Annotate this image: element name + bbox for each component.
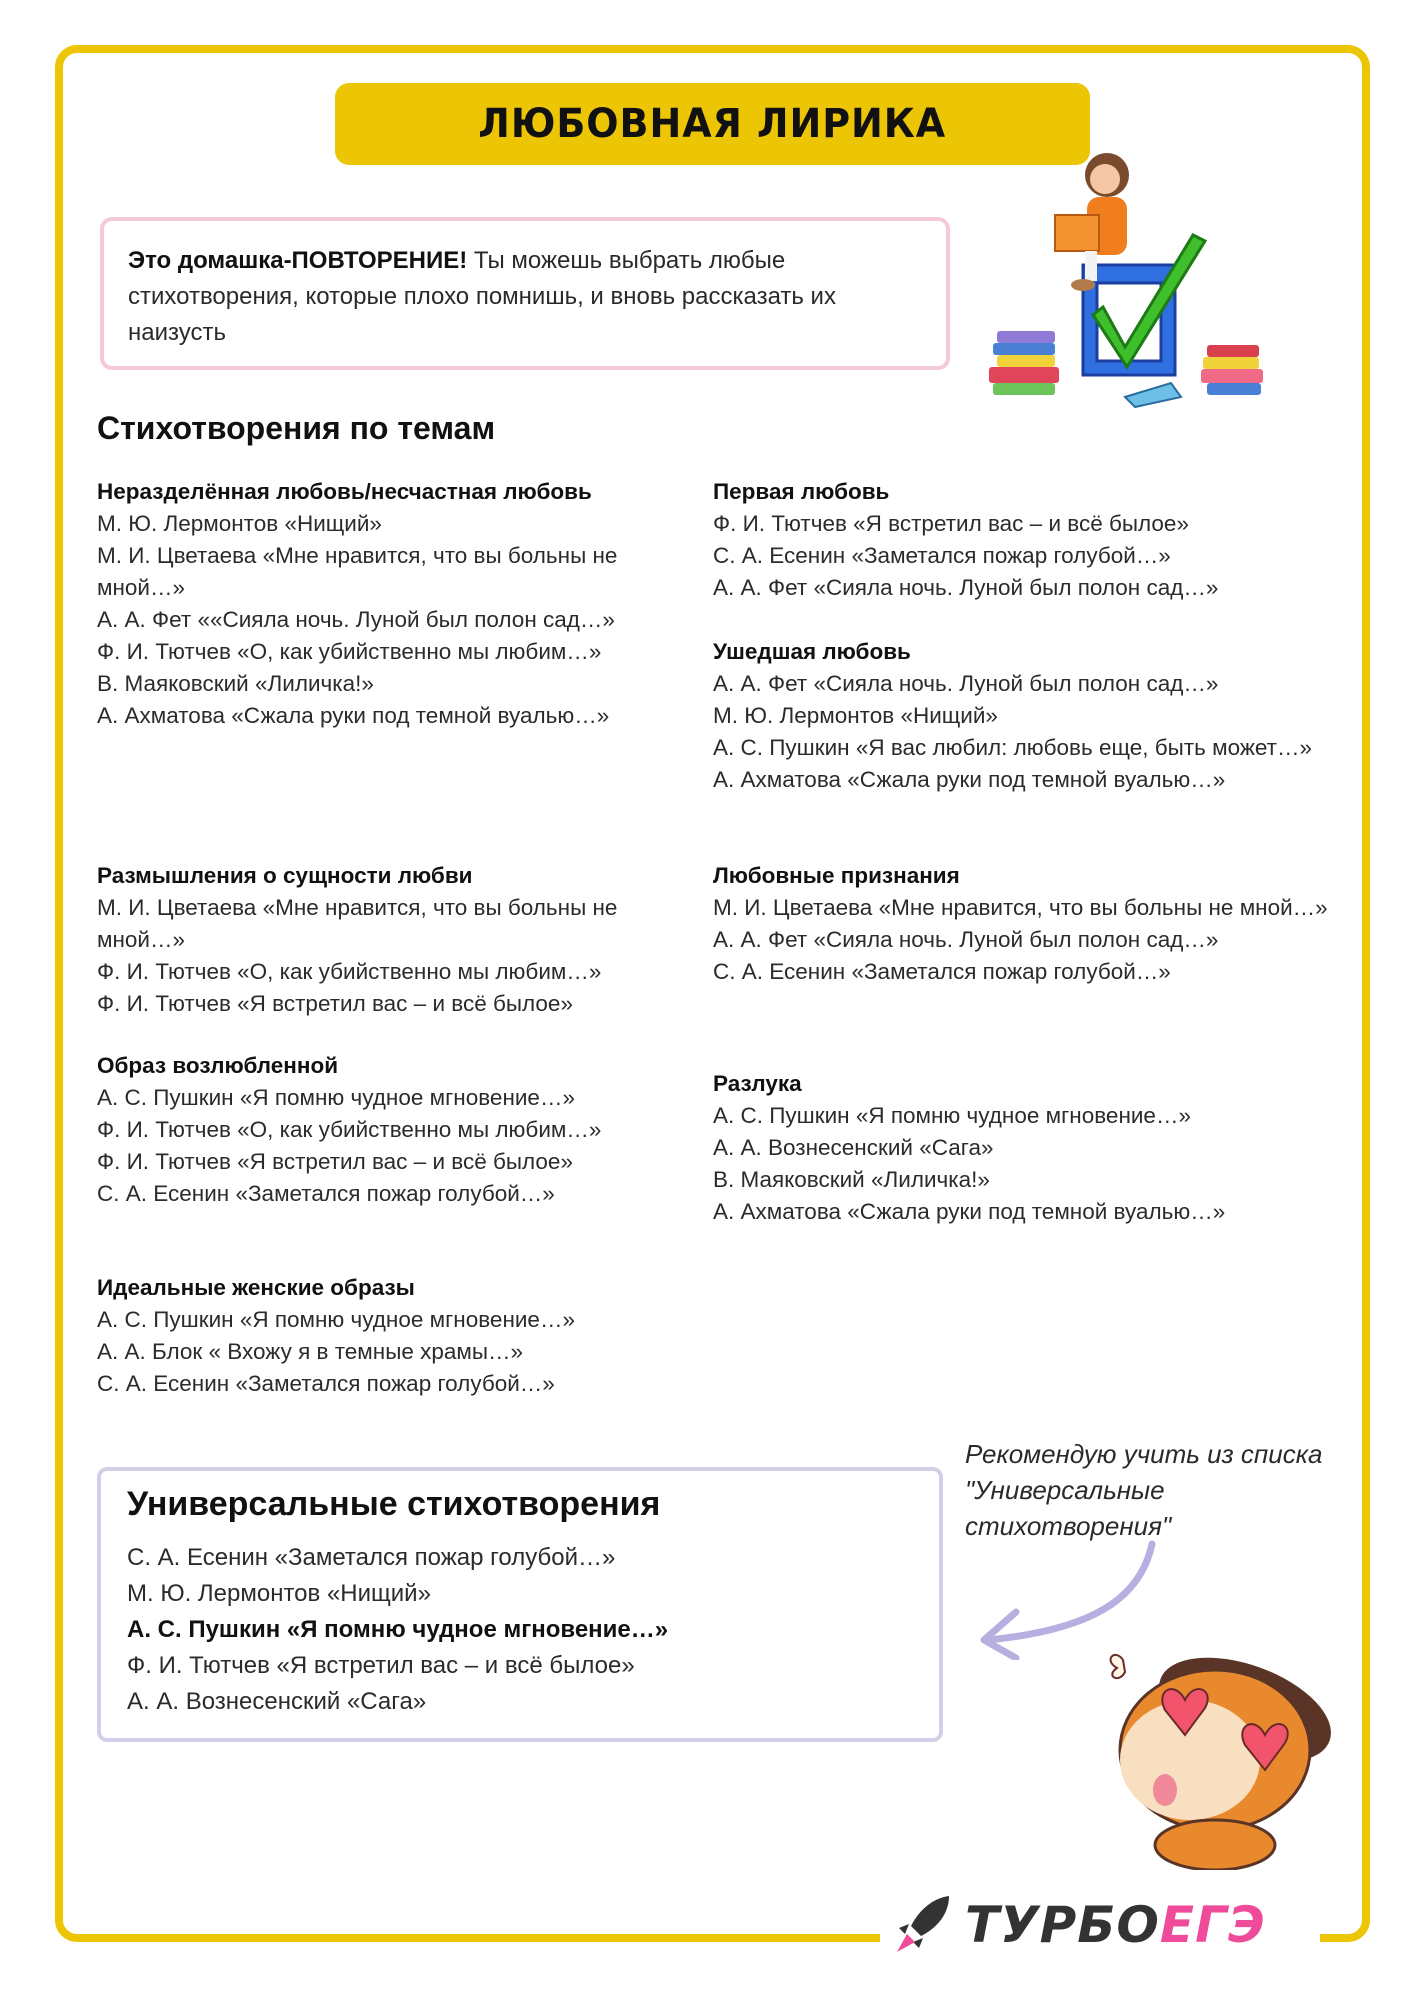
poem-line: А. С. Пушкин «Я помню чудное мгновение…»	[713, 1103, 1191, 1128]
theme-section	[713, 1068, 1333, 1228]
poem-line: А. А. Вознесенский «Сага»	[713, 1135, 994, 1160]
poem-line: М. И. Цветаева «Мне нравится, что вы больны не мной…»	[97, 895, 618, 952]
theme-title: Размышления о сущности любви	[97, 863, 473, 888]
poem-line: А. С. Пушкин «Я помню чудное мгновение…»	[97, 1085, 575, 1110]
poem-line: М. Ю. Лермонтов «Нищий»	[713, 703, 998, 728]
logo-text-ege: ЕГЭ	[1159, 1896, 1266, 1954]
poem-line: А. Ахматова «Сжала руки под темной вуалью…»	[97, 703, 610, 728]
theme-title: Неразделённая любовь/несчастная любовь	[97, 479, 592, 504]
theme-title: Образ возлюбленной	[97, 1053, 339, 1078]
theme-section	[97, 476, 687, 732]
poem-line: В. Маяковский «Лиличка!»	[713, 1167, 990, 1192]
theme-title: Первая любовь	[713, 479, 890, 504]
logo-text-turbo: ТУРБО	[965, 1896, 1160, 1954]
poem-line: С. А. Есенин «Заметался пожар голубой…»	[97, 1181, 555, 1206]
universal-poem: А. А. Вознесенский «Сага»	[127, 1688, 427, 1715]
universal-poem: М. Ю. Лермонтов «Нищий»	[127, 1580, 431, 1607]
theme-section	[713, 860, 1333, 988]
themes-heading: Стихотворения по темам	[97, 410, 496, 446]
poem-line: С. А. Есенин «Заметался пожар голубой…»	[97, 1371, 555, 1396]
theme-title: Разлука	[713, 1071, 802, 1096]
rocket-icon	[895, 1894, 953, 1956]
poem-line: С. А. Есенин «Заметался пожар голубой…»	[713, 543, 1171, 568]
poem-line: А. Ахматова «Сжала руки под темной вуалью…»	[713, 767, 1226, 792]
poem-line: А. А. Фет ««Сияла ночь. Луной был полон сад…»	[97, 607, 615, 632]
theme-section	[713, 476, 1333, 604]
poem-line: А. А. Фет «Сияла ночь. Луной был полон сад…»	[713, 575, 1219, 600]
universal-title: Универсальные стихотворения	[127, 1485, 661, 1523]
poem-line: С. А. Есенин «Заметался пожар голубой…»	[713, 959, 1171, 984]
poem-line: А. С. Пушкин «Я помню чудное мгновение…»	[97, 1307, 575, 1332]
poem-line: А. А. Фет «Сияла ночь. Луной был полон сад…»	[713, 671, 1219, 696]
poem-line: А. А. Блок « Вхожу я в темные храмы…»	[97, 1339, 524, 1364]
poem-line: Ф. И. Тютчев «Я встретил вас – и всё былое»	[97, 1149, 573, 1174]
universal-poem: Ф. И. Тютчев «Я встретил вас – и всё былое»	[127, 1652, 635, 1679]
poem-line: А. Ахматова «Сжала руки под темной вуалью…»	[713, 1199, 1226, 1224]
theme-title: Ушедшая любовь	[713, 639, 911, 664]
teacher-checkbox-illustration-icon	[975, 135, 1275, 415]
theme-section	[97, 860, 687, 1020]
poem-line: М. И. Цветаева «Мне нравится, что вы больны не мной…»	[97, 543, 618, 600]
poem-line: Ф. И. Тютчев «Я встретил вас – и всё былое»	[97, 991, 573, 1016]
poem-line: В. Маяковский «Лиличка!»	[97, 671, 374, 696]
turboege-logo	[895, 1890, 1266, 1960]
theme-title: Идеальные женские образы	[97, 1275, 415, 1300]
poem-line: М. И. Цветаева «Мне нравится, что вы больны не мной…»	[713, 895, 1328, 920]
universal-poem: С. А. Есенин «Заметался пожар голубой…»	[127, 1544, 616, 1571]
poem-line: Ф. И. Тютчев «Я встретил вас – и всё былое»	[713, 511, 1189, 536]
theme-title: Любовные признания	[713, 863, 960, 888]
poem-line: Ф. И. Тютчев «О, как убийственно мы любим…»	[97, 1117, 602, 1142]
universal-poem-highlighted: А. С. Пушкин «Я помню чудное мгновение…»	[127, 1616, 669, 1643]
note-bold: Это домашка-ПОВТОРЕНИЕ!	[128, 247, 468, 274]
poem-line: А. С. Пушкин «Я вас любил: любовь еще, быть может…»	[713, 735, 1312, 760]
universal-poems-box	[97, 1467, 943, 1742]
note-text: Ты можешь выбрать любые стихотворения, которые плохо помнишь, и вновь рассказать их наизусть	[128, 247, 836, 346]
recommendation-note: Рекомендую учить из списка "Универсальные стихотворения"	[965, 1439, 1323, 1541]
page-title: ЛЮБОВНАЯ ЛИРИКА	[478, 101, 947, 147]
poem-line: Ф. И. Тютчев «О, как убийственно мы любим…»	[97, 959, 602, 984]
poem-line: А. А. Фет «Сияла ночь. Луной был полон сад…»	[713, 927, 1219, 952]
homework-note	[100, 217, 950, 370]
poem-line: Ф. И. Тютчев «О, как убийственно мы любим…»	[97, 639, 602, 664]
theme-section	[97, 1050, 687, 1210]
theme-section	[713, 636, 1333, 796]
poem-line: М. Ю. Лермонтов «Нищий»	[97, 511, 382, 536]
theme-section	[97, 1272, 687, 1400]
fox-heart-eyes-icon	[1095, 1640, 1345, 1870]
